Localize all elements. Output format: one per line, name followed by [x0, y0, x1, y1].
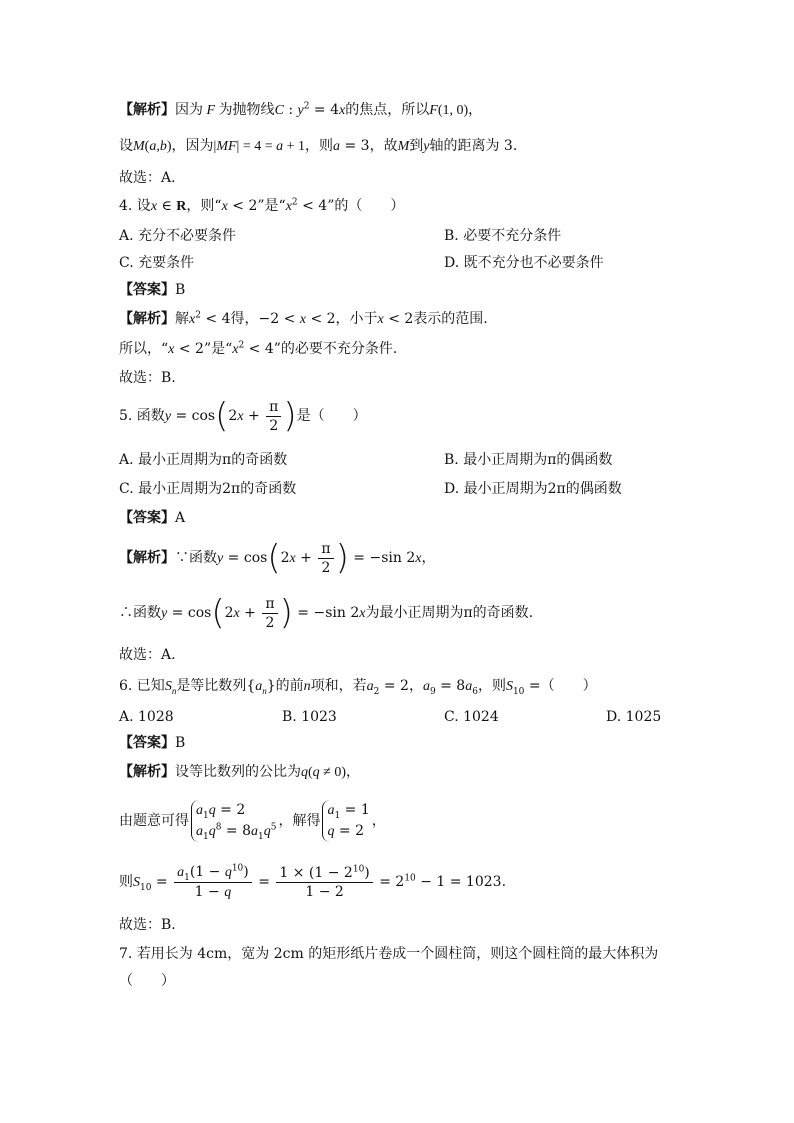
- q6-system: 由题意可得$a_1q = 2$ $a_1q^8 = 8a_1q^5$ ，解得$a_1 = 1$ q = 2，: [119, 802, 386, 842]
- analysis-tag: 【解析】: [119, 102, 175, 118]
- q4-conclusion: 所以，“x < 2”是“$x^2 < 4$”的必要不充分条件.: [119, 340, 398, 357]
- q3-analysis-line-2: 设M(a,b)，因为|MF| = 4 = a + 1，则a = 3，故M到y轴的距离为 3.: [119, 138, 518, 154]
- q6-answer: 【答案】B: [119, 735, 186, 751]
- q5-option-a: A. 最小正周期为π的奇函数: [119, 452, 288, 468]
- q6-analysis: 【解析】设等比数列的公比为q(q ≠ 0)，: [119, 764, 361, 780]
- q5-choice: 故选：A.: [119, 647, 176, 663]
- q5-stem: 5. 函数y = cos(2x + $\frac{\pi}{2}$ )是（ ）: [119, 396, 367, 436]
- q4-analysis: 【解析】解$x^2 < 4$得，−2 < x < 2，小于x < 2表示的范围.: [119, 310, 488, 327]
- q6-stem: 6. 已知$S_n$是等比数列$\{a_n\}$的前n项和，若$a_2 = 2$，$a_9 = 8a_6$，则$S_{10}$ =（ ）: [119, 678, 597, 697]
- q6-option-c: C. 1024: [444, 709, 499, 725]
- q6-option-d: D. 1025: [606, 709, 662, 725]
- q6-choice: 故选：B.: [119, 917, 176, 933]
- q6-sum-formula: 则$S_{10}$ = $\frac{a_1(1 - q^{10})}{1 - q}$ = $\frac{1 \times (1 - 2^{10})}{1 - 2}$ = $2^{10} - 1 = 1023$.: [119, 862, 507, 900]
- q6-option-a: A. 1028: [119, 709, 174, 725]
- q5-answer: 【答案】A: [119, 510, 186, 526]
- q5-option-d: D. 最小正周期为2π的偶函数: [444, 481, 622, 497]
- q7-stem: 7. 若用长为 4cm，宽为 2cm 的矩形纸片卷成一个圆柱筒，则这个圆柱筒的最大体积为: [119, 946, 659, 962]
- q4-choice: 故选：B.: [119, 370, 176, 386]
- q5-analysis: 【解析】∵函数y = cos(2x + $\frac{\pi}{2}$ ) = −sin 2x，: [119, 538, 436, 578]
- q4-option-a: A. 充分不必要条件: [119, 228, 237, 244]
- q6-option-b: B. 1023: [282, 709, 337, 725]
- q7-paren: （ ）: [119, 973, 175, 989]
- q5-option-c: C. 最小正周期为2π的奇函数: [119, 481, 297, 497]
- q4-option-d: D. 既不充分也不必要条件: [444, 255, 604, 271]
- q5-option-b: B. 最小正周期为π的偶函数: [444, 452, 613, 468]
- q4-option-b: B. 必要不充分条件: [444, 228, 562, 244]
- q5-conclusion: ∴函数y = cos(2x + $\frac{\pi}{2}$ ) = −sin 2x为最小正周期为π的奇函数.: [119, 593, 534, 633]
- q4-answer: 【答案】B: [119, 282, 186, 298]
- q3-analysis-line-1: 【解析】因为 F 为抛物线C : $y^2 = 4x$的焦点，所以F(1, 0)，: [119, 101, 483, 118]
- q3-choice: 故选：A．: [119, 170, 186, 186]
- q4-option-c: C. 充要条件: [119, 255, 195, 271]
- q4-stem: 4. 设x ∈ R，则“x < 2”是“$x^2 < 4$”的（ ）: [119, 197, 405, 214]
